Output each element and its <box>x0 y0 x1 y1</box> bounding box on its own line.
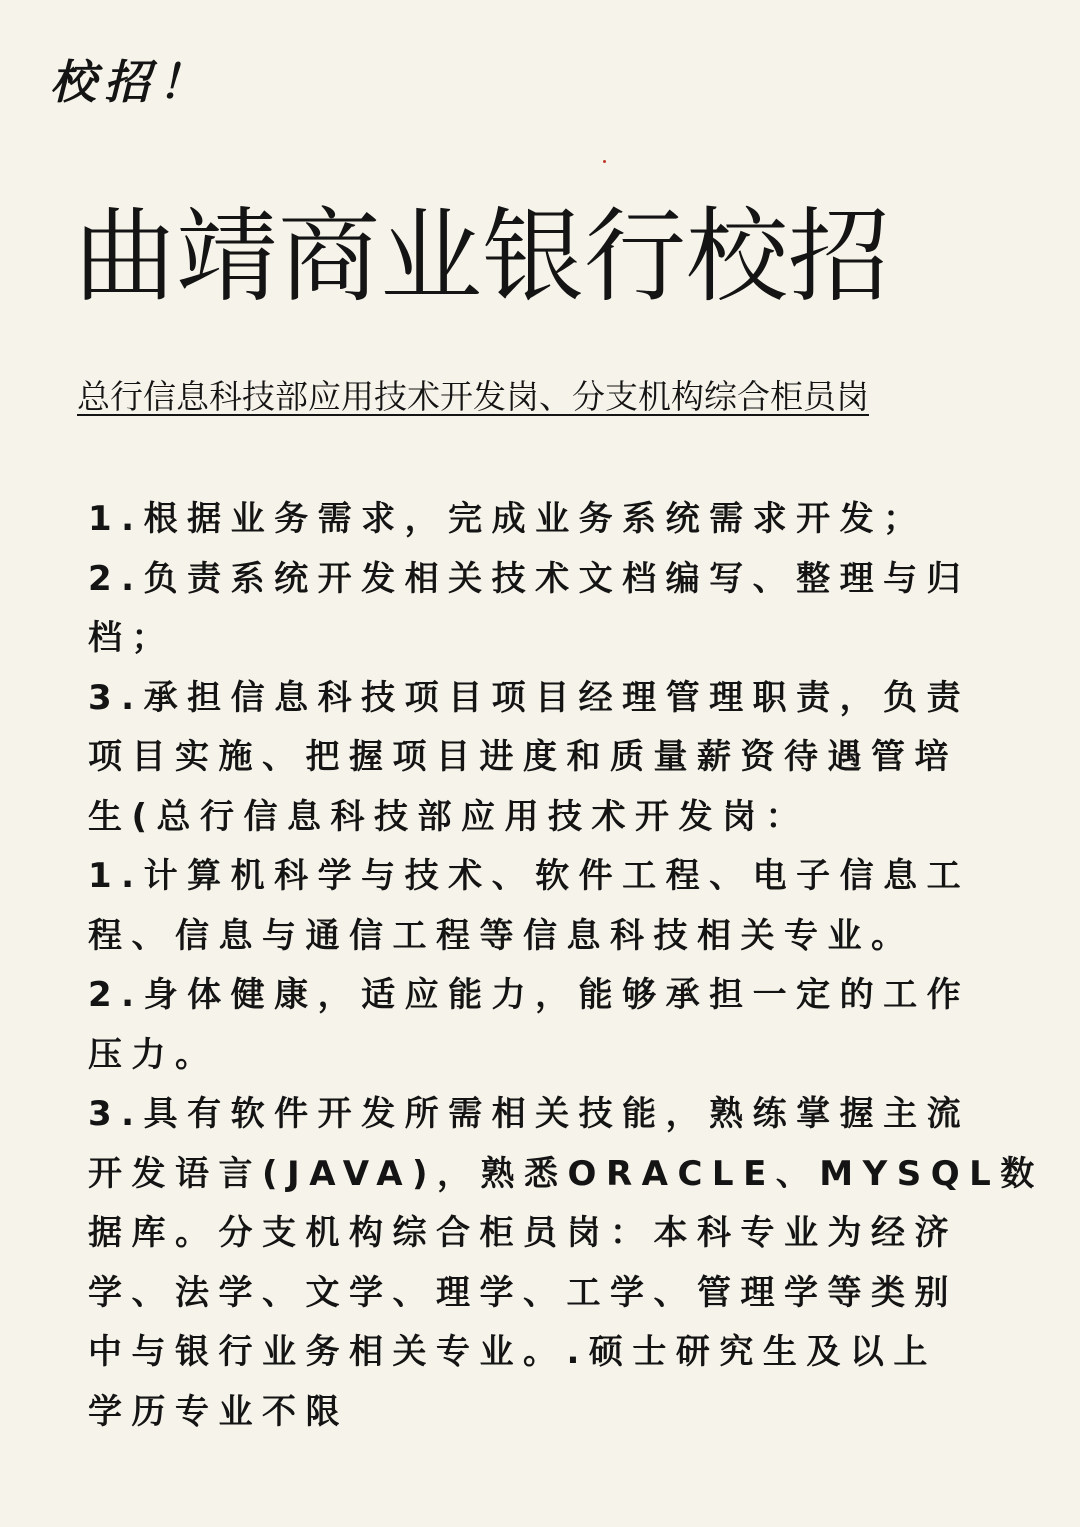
body-line: 压力。 <box>88 1034 219 1075</box>
body-line: 据库。分支机构综合柜员岗：本科专业为经济 <box>88 1213 958 1253</box>
job-description <box>88 490 1044 1442</box>
tag-label: 校招！ <box>50 55 212 109</box>
body-line: 项目实施、把握项目进度和质量薪资待遇管培 <box>88 737 958 777</box>
body-line: 中与银行业务相关专业。.硕士研究生及以上 <box>88 1332 937 1372</box>
page-title: 曲靖商业银行校招 <box>74 198 890 317</box>
body-line: 学历专业不限 <box>88 1391 349 1432</box>
body-line: 生(总行信息科技部应用技术开发岗： <box>88 796 810 837</box>
position-subtitle: 总行信息科技部应用技术开发岗、分支机构综合柜员岗 <box>77 377 869 416</box>
body-line: 2.负责系统开发相关技术文档编写、整理与归 <box>88 558 971 599</box>
body-line: 程、信息与通信工程等信息科技相关专业。 <box>88 915 915 956</box>
body-line: 学、法学、文学、理学、工学、管理学等类别 <box>88 1272 958 1313</box>
body-line: 3.具有软件开发所需相关技能，熟练掌握主流 <box>88 1094 971 1134</box>
body-line: 1.计算机科学与技术、软件工程、电子信息工 <box>88 856 971 896</box>
body-line: 开发语言(JAVA)，熟悉ORACLE、MYSQL数 <box>88 1153 1044 1194</box>
body-line: 档； <box>88 618 175 658</box>
body-line: 1.根据业务需求，完成业务系统需求开发； <box>88 499 927 539</box>
body-line: 2.身体健康，适应能力，能够承担一定的工作 <box>88 975 971 1015</box>
decorative-dot <box>603 160 606 163</box>
body-line: 3.承担信息科技项目项目经理管理职责，负责 <box>88 677 971 718</box>
